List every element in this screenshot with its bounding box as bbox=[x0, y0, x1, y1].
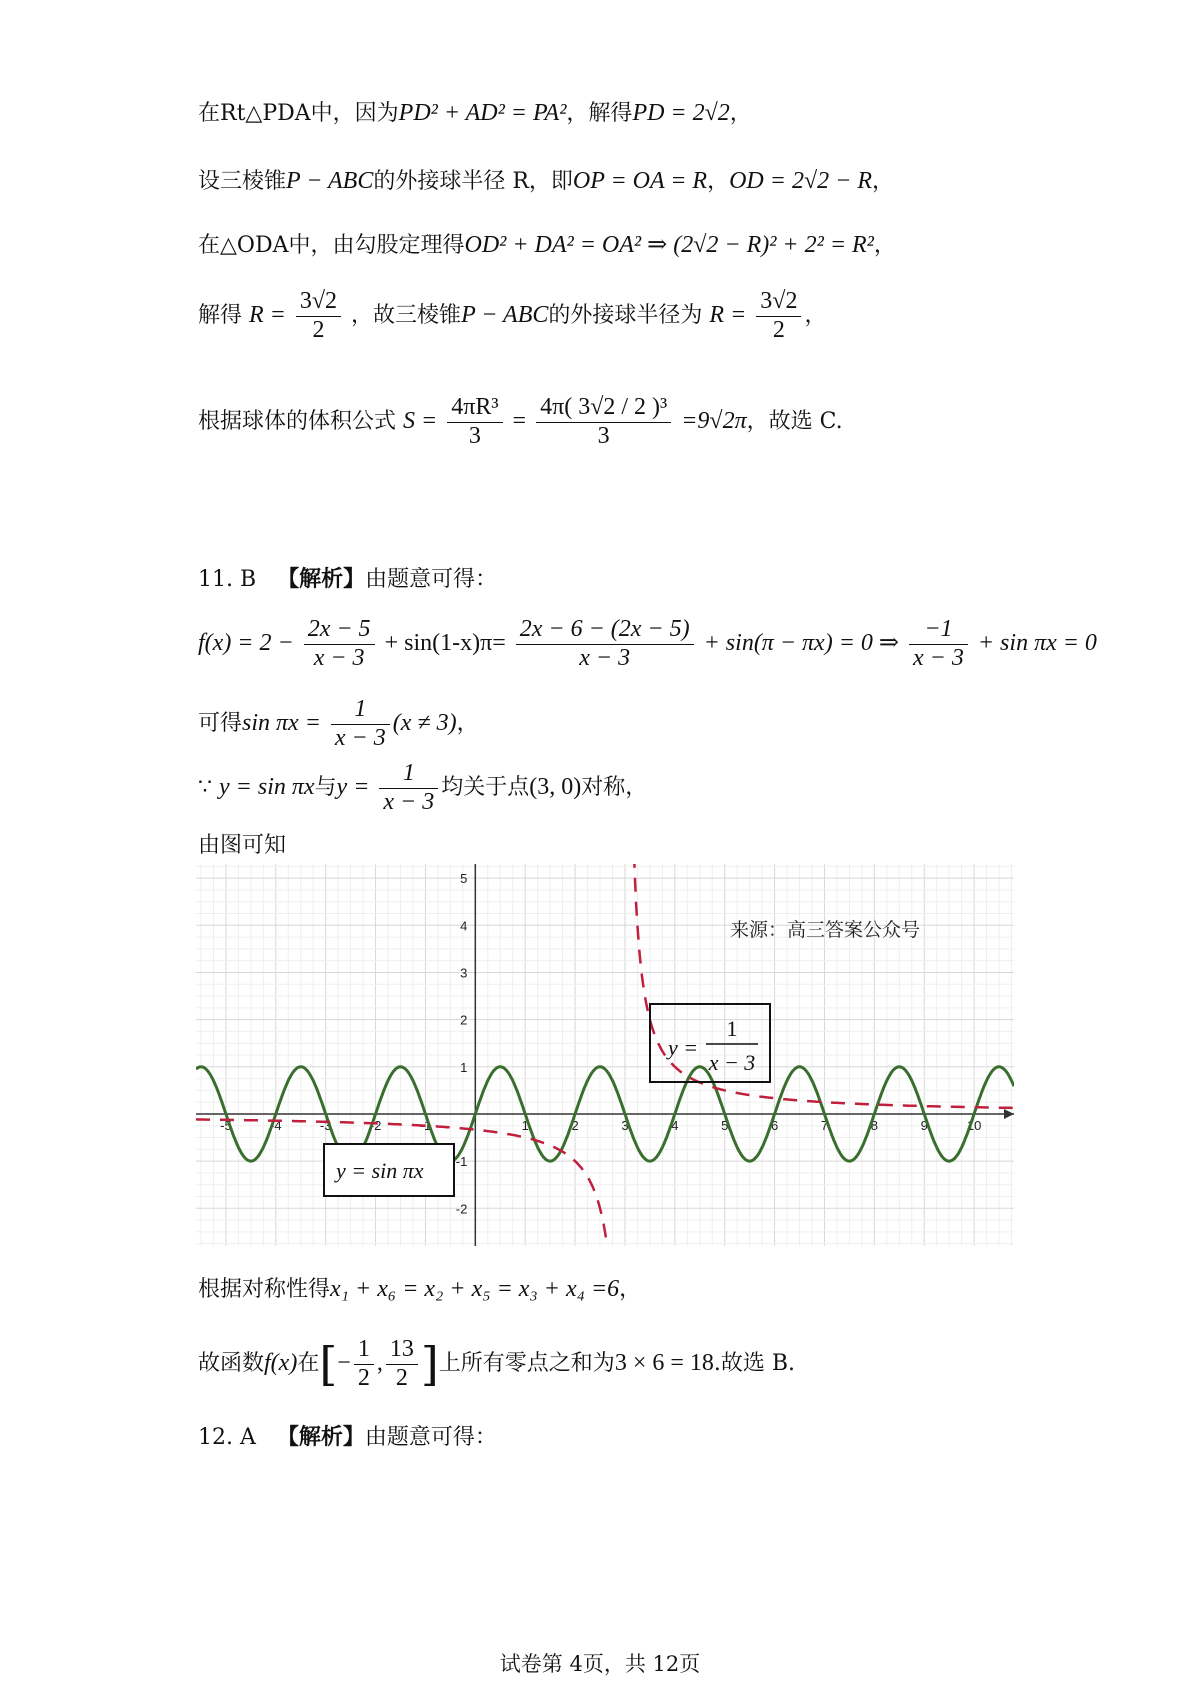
text: 的外接球半径为 bbox=[548, 303, 703, 329]
text: 对称， bbox=[581, 775, 648, 801]
formula: OD² + DA² = OA² ⇒ (2√2 − R)² + 2² = R² bbox=[464, 232, 874, 258]
fraction bbox=[386, 1336, 418, 1392]
denominator: 2 bbox=[312, 316, 325, 343]
denominator: x − 3 bbox=[913, 644, 964, 671]
formula: + sin πx = 0 bbox=[977, 630, 1097, 657]
y-tick-label: 3 bbox=[460, 965, 468, 981]
denominator: 2 bbox=[357, 1364, 370, 1391]
formula: = bbox=[512, 408, 527, 435]
numerator: 2x − 5 bbox=[304, 616, 375, 645]
denominator: x − 3 bbox=[383, 788, 435, 815]
x-tick-label: 6 bbox=[770, 1117, 779, 1133]
formula: f(x) = 2 − bbox=[198, 630, 294, 657]
text: ， bbox=[729, 101, 752, 126]
text: ，故选 C. bbox=[746, 409, 843, 435]
text: 均关于点 bbox=[441, 775, 530, 801]
hyperbola-label-y: y = bbox=[668, 1035, 699, 1060]
text-line-4 bbox=[198, 288, 826, 344]
numerator: 1 bbox=[331, 696, 390, 725]
numerator: 1 bbox=[379, 760, 438, 789]
text: 在Rt△PDA中，因为 bbox=[198, 101, 399, 126]
fraction bbox=[331, 696, 390, 752]
y-tick-label: -1 bbox=[455, 1154, 468, 1170]
text: 根据球体的体积公式 bbox=[198, 409, 397, 435]
text-line-3 bbox=[198, 228, 896, 259]
x-tick-label: 7 bbox=[820, 1117, 829, 1133]
numerator: 4πR³ bbox=[447, 394, 502, 423]
text: ，故三棱锥 bbox=[351, 303, 462, 329]
formula: PD = 2√2 bbox=[632, 100, 730, 126]
source-watermark: 来源：高三答案公众号 bbox=[730, 919, 921, 941]
formula: R = bbox=[709, 302, 747, 329]
q12-header bbox=[198, 1420, 497, 1451]
x-tick-label: -5 bbox=[220, 1117, 232, 1133]
formula: =9√2π bbox=[681, 408, 747, 435]
x-tick-label: 2 bbox=[571, 1117, 579, 1133]
text: 可得 bbox=[198, 711, 243, 737]
numerator: 2x − 6 − (2x − 5) bbox=[516, 616, 694, 645]
fraction bbox=[756, 288, 801, 344]
hyperbola-label-denominator: x − 3 bbox=[708, 1050, 756, 1075]
q11-equation-2 bbox=[198, 696, 479, 752]
analysis-tag: 【解析】 bbox=[277, 566, 366, 592]
text: 解得 bbox=[198, 303, 243, 329]
right-bracket: ] bbox=[420, 1337, 439, 1392]
text: ， bbox=[619, 1277, 642, 1302]
text: ， bbox=[707, 169, 730, 194]
y-tick-label: -2 bbox=[455, 1201, 468, 1217]
text: .故选 B. bbox=[713, 1351, 796, 1377]
formula: sin πx = bbox=[242, 710, 321, 737]
text: 设三棱锥 bbox=[198, 169, 287, 194]
formula: P − ABC bbox=[461, 302, 549, 329]
numerator: −1 bbox=[909, 616, 968, 645]
x-tick-label: -3 bbox=[319, 1117, 332, 1133]
formula: + sin(π − πx) = 0 ⇒ bbox=[703, 630, 899, 657]
fraction bbox=[447, 394, 502, 450]
formula: OP = OA = R bbox=[572, 168, 708, 194]
text: 上所有零点之和为 bbox=[438, 1351, 615, 1377]
x-tick-label: -2 bbox=[369, 1117, 382, 1133]
formula: x₁ + x₆ = x₂ + x₅ = x₃ + x₄ =6 bbox=[330, 1276, 620, 1302]
formula: 3 × 6 = 18 bbox=[614, 1350, 714, 1377]
numerator: 3√2 bbox=[296, 288, 341, 317]
left-bracket: [ bbox=[319, 1337, 338, 1392]
q11-conclusion bbox=[198, 1336, 795, 1392]
fraction bbox=[304, 616, 375, 672]
text: ，解得 bbox=[566, 101, 633, 126]
formula: P − ABC bbox=[286, 168, 374, 194]
formula: + sin(1-x)π= bbox=[384, 630, 506, 657]
denominator: 2 bbox=[395, 1364, 408, 1391]
text: 根据对称性得 bbox=[198, 1277, 331, 1302]
because-symbol: ∵ bbox=[198, 775, 212, 801]
x-tick-label: 5 bbox=[721, 1117, 729, 1133]
text-line-2 bbox=[198, 164, 894, 195]
formula: (3, 0) bbox=[529, 774, 582, 801]
fraction bbox=[516, 616, 694, 672]
formula: R = bbox=[249, 302, 286, 329]
q11-symmetry bbox=[198, 1272, 641, 1303]
numerator: 3√2 bbox=[756, 288, 801, 317]
y-tick-label: 4 bbox=[460, 918, 468, 934]
comma: , bbox=[376, 1350, 383, 1377]
text-line-1 bbox=[198, 96, 752, 127]
formula: y = sin πx bbox=[219, 774, 315, 801]
analysis-tag: 【解析】 bbox=[276, 1424, 365, 1450]
denominator: 3 bbox=[597, 422, 610, 449]
denominator: 3 bbox=[468, 422, 481, 449]
y-tick-label: 5 bbox=[460, 871, 468, 887]
text: 故函数 bbox=[198, 1351, 265, 1377]
text: 由题意可得： bbox=[364, 1425, 497, 1450]
text: 与 bbox=[314, 775, 337, 801]
text: ， bbox=[871, 169, 894, 194]
formula: S = bbox=[403, 408, 438, 435]
question-number: 11. B bbox=[198, 567, 257, 592]
text: ， bbox=[804, 303, 827, 329]
text: 由题意可得： bbox=[365, 567, 498, 592]
numerator: 4π( 3√2 / 2 )³ bbox=[536, 394, 671, 423]
function-graph bbox=[196, 864, 1014, 1246]
text: ， bbox=[456, 711, 479, 737]
question-number: 12. A bbox=[198, 1425, 256, 1450]
q11-equation-1 bbox=[198, 616, 1097, 672]
fraction bbox=[379, 760, 438, 816]
label-box-sin bbox=[324, 1144, 454, 1196]
formula: OD = 2√2 − R bbox=[729, 168, 872, 194]
denominator: x − 3 bbox=[313, 644, 365, 671]
text: 在 bbox=[297, 1351, 320, 1377]
denominator: x − 3 bbox=[334, 724, 386, 751]
fraction bbox=[909, 616, 968, 672]
x-tick-label: 8 bbox=[870, 1117, 878, 1133]
formula: (x ≠ 3) bbox=[392, 710, 457, 737]
x-tick-label: 3 bbox=[621, 1117, 629, 1133]
q11-equation-3 bbox=[198, 760, 647, 816]
x-tick-label: 10 bbox=[966, 1117, 982, 1133]
text-line-5 bbox=[198, 394, 843, 450]
x-tick-label: -4 bbox=[270, 1117, 282, 1133]
numerator: 1 bbox=[354, 1336, 374, 1365]
text: ， bbox=[873, 233, 896, 258]
formula: PD² + AD² = PA² bbox=[398, 100, 567, 126]
sin-label: y = sin πx bbox=[336, 1158, 424, 1183]
fraction bbox=[536, 394, 671, 450]
x-tick-label: 4 bbox=[671, 1117, 679, 1133]
formula: y = bbox=[336, 774, 370, 801]
x-tick-label: 9 bbox=[920, 1117, 928, 1133]
x-tick-label: -1 bbox=[419, 1117, 432, 1133]
denominator: 2 bbox=[772, 316, 785, 343]
numerator: 13 bbox=[386, 1336, 418, 1365]
text: 的外接球半径 R，即 bbox=[373, 169, 573, 194]
q11-see-graph: 由图可知 bbox=[198, 833, 287, 858]
hyperbola-label-numerator: 1 bbox=[726, 1016, 738, 1041]
y-tick-label: 2 bbox=[460, 1012, 468, 1028]
formula: f(x) bbox=[264, 1350, 298, 1377]
y-tick-label: 1 bbox=[460, 1059, 468, 1075]
fraction bbox=[354, 1336, 374, 1392]
minus-sign: − bbox=[337, 1350, 351, 1377]
q11-header bbox=[198, 562, 497, 593]
page-footer: 试卷第 4页，共 12页 bbox=[499, 1652, 701, 1676]
denominator: x − 3 bbox=[579, 644, 631, 671]
fraction bbox=[296, 288, 341, 344]
x-tick-label: 1 bbox=[521, 1117, 529, 1133]
text: 在△ODA中，由勾股定理得 bbox=[198, 233, 465, 258]
